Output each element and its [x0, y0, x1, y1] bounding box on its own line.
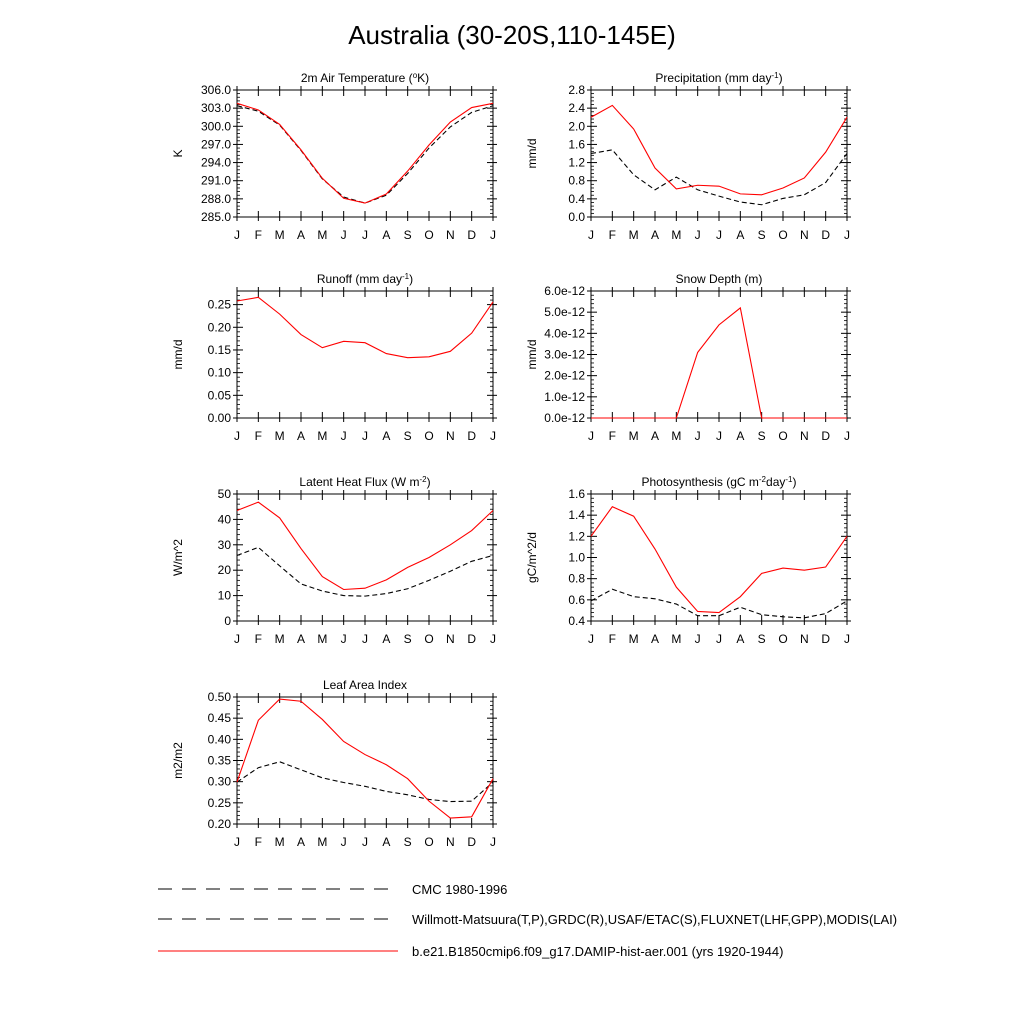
x-tick-label: A: [382, 228, 391, 242]
y-tick-label: 306.0: [200, 83, 231, 97]
y-axis-label: gC/m^2/d: [525, 532, 539, 583]
x-tick-label: D: [821, 632, 831, 646]
x-tick-label: J: [234, 835, 240, 849]
x-tick-label: J: [844, 632, 850, 646]
x-tick-label: M: [628, 429, 639, 443]
x-tick-label: A: [296, 429, 306, 443]
panel-title: 2m Air Temperature ($^o$K): [300, 70, 430, 85]
x-tick-label: A: [650, 632, 660, 646]
y-tick-label: 294.0: [200, 155, 231, 170]
plot-frame: [591, 90, 847, 217]
y-axis-label: K: [171, 149, 185, 158]
x-tick-label: O: [778, 228, 788, 242]
x-tick-label: O: [778, 429, 788, 443]
legend-entry: [158, 912, 897, 927]
x-tick-label: M: [317, 429, 328, 443]
x-tick-label: A: [650, 228, 660, 242]
x-tick-label: M: [317, 835, 328, 849]
y-tick-label: 1.4: [568, 508, 585, 523]
y-tick-label: 0.45: [207, 711, 231, 726]
panel-title: Precipitation (mm day$^{-1}$): [655, 70, 783, 85]
y-tick-label: 10: [217, 588, 231, 603]
x-tick-label: A: [296, 632, 306, 646]
panel-temp: [171, 71, 497, 243]
plot-frame: [237, 494, 493, 621]
x-tick-label: J: [694, 228, 701, 242]
x-tick-label: D: [467, 429, 477, 443]
y-tick-label: 0.10: [207, 365, 231, 380]
x-tick-label: O: [424, 429, 434, 443]
x-tick-label: J: [844, 429, 850, 443]
x-tick-label: N: [799, 429, 809, 443]
x-tick-label: N: [799, 228, 809, 242]
y-axis-label: m2/m2: [171, 742, 185, 779]
x-tick-label: F: [608, 632, 617, 646]
x-tick-label: S: [403, 429, 412, 443]
plot-frame: [237, 90, 493, 217]
panel-title: Runoff (mm day$^{-1}$): [316, 271, 414, 286]
y-tick-label: 0.4: [568, 191, 585, 206]
x-tick-label: F: [254, 228, 263, 242]
x-tick-label: S: [403, 228, 412, 242]
x-tick-label: J: [362, 632, 368, 646]
x-tick-label: M: [671, 228, 682, 242]
series-line-model: [237, 297, 493, 357]
x-tick-label: A: [736, 632, 745, 646]
x-tick-label: M: [274, 632, 285, 646]
x-tick-label: M: [274, 429, 285, 443]
series-line-obs: [237, 106, 493, 203]
y-tick-label: 1.0e-12: [544, 389, 585, 404]
series-line-model: [237, 699, 493, 818]
x-tick-label: S: [757, 632, 766, 646]
y-tick-label: 0.0: [568, 210, 585, 224]
x-tick-label: J: [844, 228, 850, 242]
x-tick-label: S: [403, 632, 412, 646]
x-tick-label: J: [588, 429, 594, 443]
x-tick-label: J: [490, 632, 496, 646]
x-tick-label: J: [490, 429, 496, 443]
series-line-model: [237, 502, 493, 589]
y-tick-label: 0.0e-12: [544, 411, 585, 425]
series-line-obs: [237, 547, 493, 596]
y-tick-label: 0.30: [207, 774, 231, 789]
x-tick-label: A: [650, 429, 660, 443]
x-tick-label: N: [445, 632, 455, 646]
y-tick-label: 0.20: [207, 320, 231, 335]
y-tick-label: 1.2: [568, 155, 585, 170]
x-tick-label: J: [340, 228, 347, 242]
y-tick-label: 6.0e-12: [544, 284, 585, 298]
y-tick-label: 0.50: [207, 690, 231, 704]
x-tick-label: A: [296, 835, 306, 849]
y-tick-label: 0.15: [207, 342, 231, 357]
x-tick-label: J: [490, 228, 496, 242]
y-tick-label: 288.0: [200, 191, 231, 206]
y-tick-label: 0.8: [568, 571, 585, 586]
y-tick-label: 2.0: [568, 119, 585, 134]
x-tick-label: M: [628, 228, 639, 242]
x-tick-label: J: [490, 835, 496, 849]
y-tick-label: 0.35: [207, 753, 231, 768]
x-tick-label: M: [274, 835, 285, 849]
y-tick-label: 0.00: [207, 411, 231, 425]
y-tick-label: 5.0e-12: [544, 305, 585, 320]
x-tick-label: J: [694, 429, 701, 443]
panel-title: Photosynthesis (gC $m^{-2}day^{-1}$): [641, 474, 797, 489]
x-tick-label: M: [317, 632, 328, 646]
series-line-obs: [591, 589, 847, 618]
y-tick-label: 50: [217, 487, 231, 501]
y-tick-label: 4.0e-12: [544, 326, 585, 341]
series-line-model: [591, 105, 847, 194]
x-tick-label: F: [254, 429, 263, 443]
y-tick-label: 297.0: [200, 137, 231, 152]
y-tick-label: 2.0e-12: [544, 368, 585, 383]
y-tick-label: 0.4: [568, 614, 585, 628]
x-tick-label: J: [234, 228, 240, 242]
y-tick-label: 303.0: [200, 101, 231, 116]
x-tick-label: M: [671, 632, 682, 646]
panel-gpp: [525, 475, 851, 647]
legend-label: CMC 1980-1996: [412, 882, 508, 897]
panels-group: [171, 71, 851, 850]
x-tick-label: A: [382, 835, 391, 849]
y-tick-label: 1.6: [568, 137, 585, 152]
panel-precip: [525, 71, 851, 243]
x-tick-label: F: [608, 429, 617, 443]
y-tick-label: 0.8: [568, 173, 585, 188]
y-tick-label: 300.0: [200, 119, 231, 134]
y-tick-label: 0: [224, 614, 231, 628]
panel-title: Leaf Area Index: [322, 678, 408, 692]
y-tick-label: 0.25: [207, 795, 231, 810]
y-axis-label: W/m^2: [171, 539, 185, 576]
y-tick-label: 1.6: [568, 487, 585, 501]
x-tick-label: D: [467, 835, 477, 849]
x-tick-label: J: [340, 429, 347, 443]
y-tick-label: 0.6: [568, 592, 585, 607]
y-axis-label: mm/d: [171, 339, 185, 370]
panel-snow: [525, 272, 851, 443]
x-tick-label: O: [424, 632, 434, 646]
x-tick-label: D: [467, 228, 477, 242]
series-line-model: [591, 507, 847, 613]
main-title: Australia (30-20S,110-145E): [348, 20, 676, 50]
x-tick-label: J: [716, 632, 722, 646]
x-tick-label: M: [628, 632, 639, 646]
panel-lhf: [171, 475, 497, 647]
x-tick-label: N: [445, 228, 455, 242]
x-tick-label: M: [317, 228, 328, 242]
x-tick-label: A: [736, 228, 745, 242]
legend-label: b.e21.B1850cmip6.f09_g17.DAMIP-hist-aer.001 (yrs 1920-1944): [412, 944, 784, 959]
panel-runoff: [171, 272, 497, 444]
panel-title: Latent Heat Flux (W $m^{-2}$): [299, 474, 431, 489]
x-tick-label: D: [467, 632, 477, 646]
x-tick-label: J: [234, 429, 240, 443]
y-tick-label: 1.2: [568, 529, 585, 544]
plot-frame: [591, 291, 847, 418]
x-tick-label: N: [445, 429, 455, 443]
y-tick-label: 0.20: [207, 817, 231, 831]
y-tick-label: 0.05: [207, 388, 231, 403]
legend: [158, 882, 897, 959]
y-tick-label: 30: [217, 537, 231, 552]
x-tick-label: D: [821, 228, 831, 242]
plot-frame: [591, 494, 847, 621]
legend-label: Willmott-Matsuura(T,P),GRDC(R),USAF/ETAC(S),FLUXNET(LHF,GPP),MODIS(LAI): [412, 912, 898, 927]
y-tick-label: 3.0e-12: [544, 347, 585, 362]
x-tick-label: O: [778, 632, 788, 646]
x-tick-label: J: [716, 429, 722, 443]
x-tick-label: O: [424, 835, 434, 849]
x-tick-label: A: [736, 429, 745, 443]
x-tick-label: F: [608, 228, 617, 242]
x-tick-label: S: [403, 835, 412, 849]
x-tick-label: N: [445, 835, 455, 849]
x-tick-label: J: [340, 835, 347, 849]
x-tick-label: J: [716, 228, 722, 242]
y-tick-label: 285.0: [200, 210, 231, 224]
x-tick-label: F: [254, 632, 263, 646]
x-tick-label: D: [821, 429, 831, 443]
y-tick-label: 20: [217, 563, 231, 578]
x-tick-label: J: [362, 228, 368, 242]
x-tick-label: N: [799, 632, 809, 646]
series-line-model: [591, 308, 847, 418]
series-line-obs: [591, 150, 847, 205]
x-tick-label: F: [254, 835, 263, 849]
x-tick-label: O: [424, 228, 434, 242]
y-tick-label: 291.0: [200, 173, 231, 188]
x-tick-label: M: [671, 429, 682, 443]
legend-entry: [158, 944, 783, 959]
x-tick-label: J: [340, 632, 347, 646]
y-tick-label: 0.40: [207, 732, 231, 747]
x-tick-label: A: [382, 429, 391, 443]
x-tick-label: J: [362, 429, 368, 443]
series-line-model: [237, 103, 493, 203]
x-tick-label: J: [694, 632, 701, 646]
x-tick-label: J: [588, 632, 594, 646]
series-line-obs: [237, 762, 493, 802]
x-tick-label: S: [757, 228, 766, 242]
x-tick-label: J: [362, 835, 368, 849]
y-axis-label: mm/d: [525, 138, 539, 169]
plot-frame: [237, 697, 493, 824]
y-tick-label: 1.0: [568, 550, 585, 565]
x-tick-label: M: [274, 228, 285, 242]
legend-entry: [158, 882, 507, 897]
y-tick-label: 0.25: [207, 297, 231, 312]
x-tick-label: A: [382, 632, 391, 646]
x-tick-label: A: [296, 228, 306, 242]
y-tick-label: 2.8: [568, 83, 585, 97]
x-tick-label: S: [757, 429, 766, 443]
x-tick-label: J: [588, 228, 594, 242]
panel-title: Snow Depth (m): [675, 272, 763, 286]
y-axis-label: mm/d: [525, 339, 539, 370]
y-tick-label: 40: [217, 512, 231, 527]
panel-lai: [171, 678, 497, 849]
x-tick-label: J: [234, 632, 240, 646]
plot-frame: [237, 291, 493, 418]
y-tick-label: 2.4: [568, 101, 585, 116]
